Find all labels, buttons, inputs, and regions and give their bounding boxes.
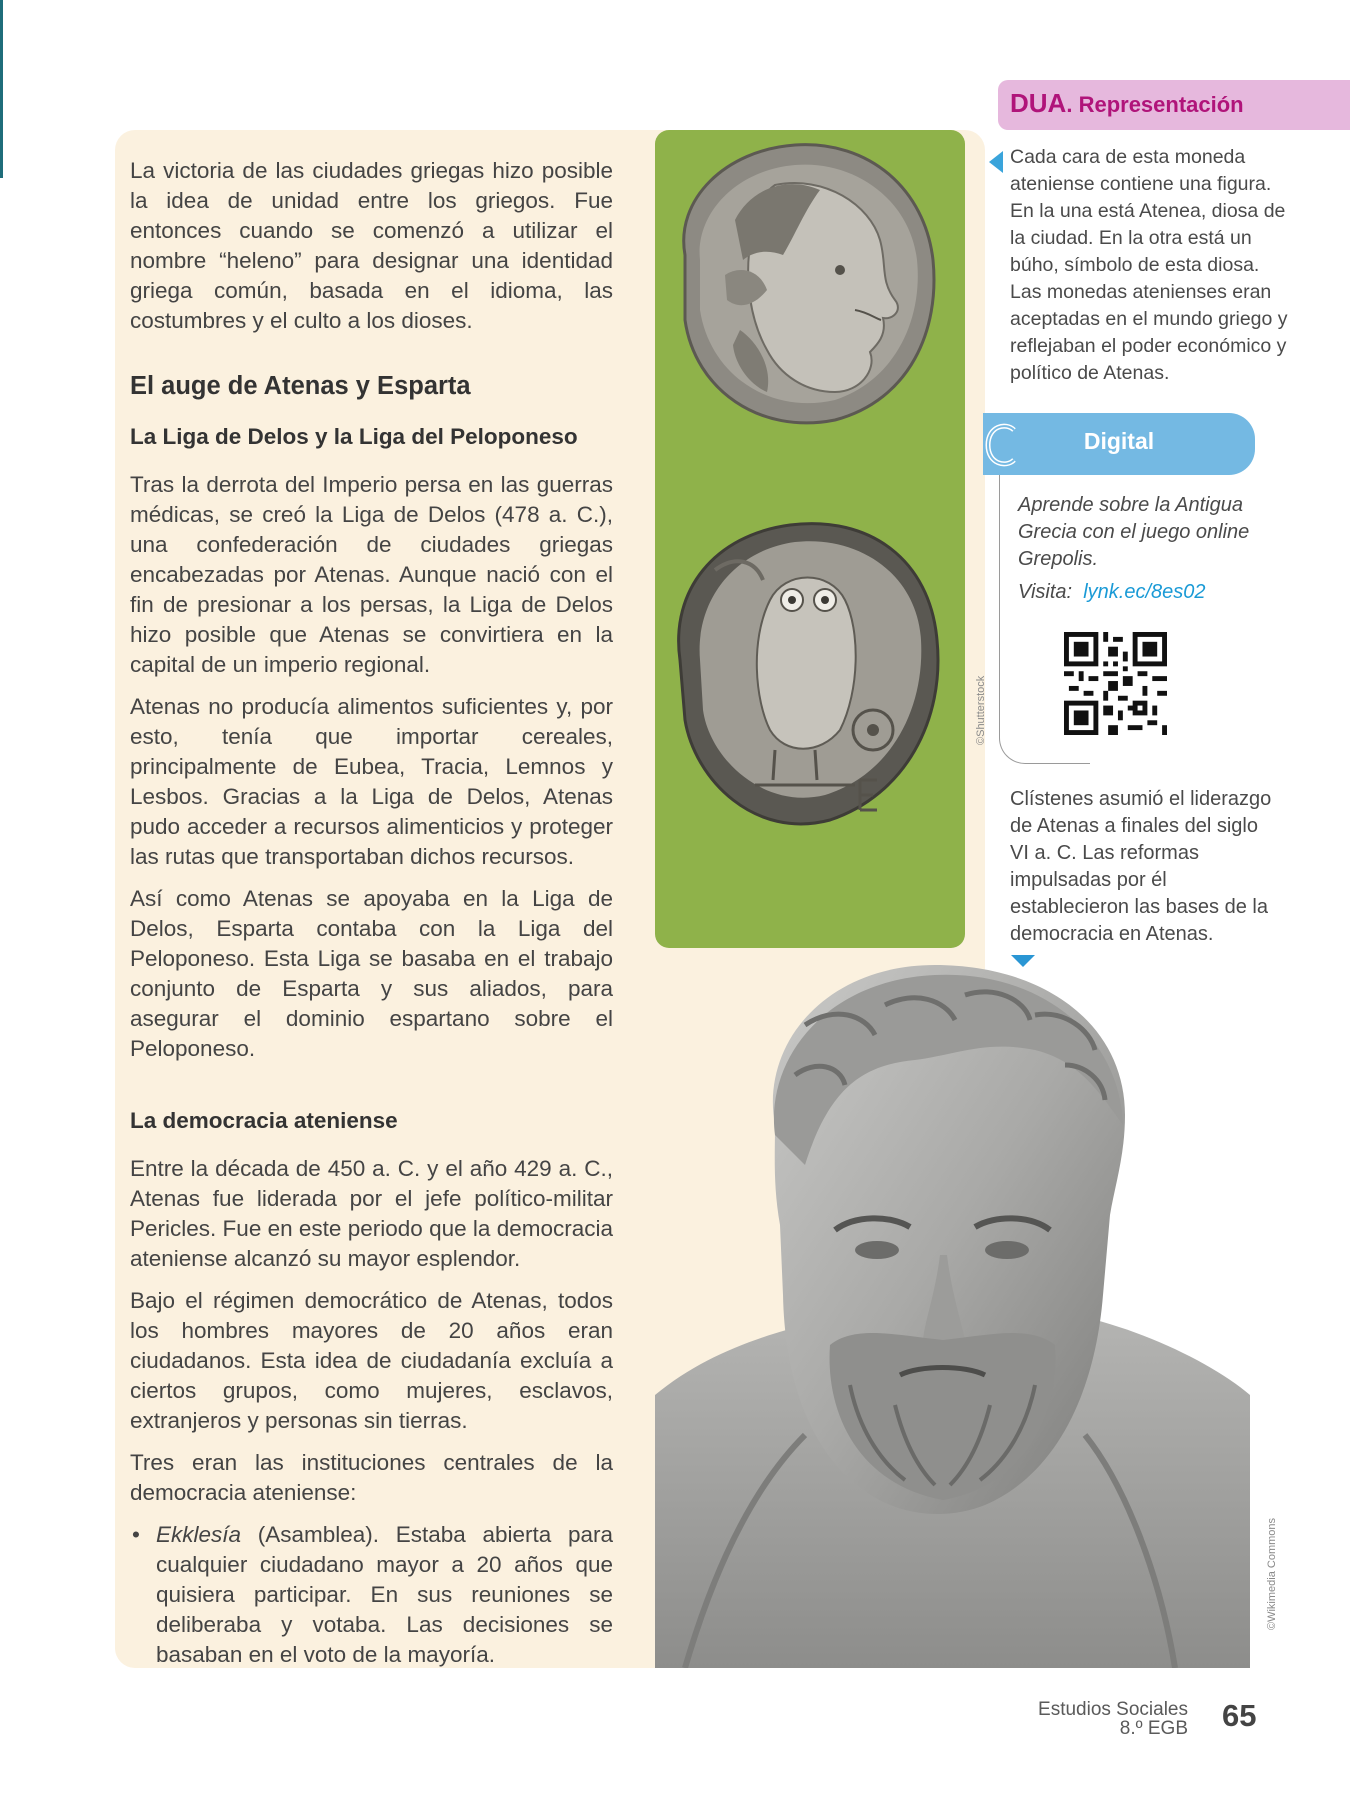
page-edge-line xyxy=(0,0,3,178)
digital-header xyxy=(983,413,1255,475)
paragraph-liga-delos: Tras la derrota del Imperio persa en las guerras médicas, se creó la Liga de Delos (478 a. C.), una confederación de ciudades griegas encabezadas por Atenas. Aunque nació con el fin de presionar a los persas, la Liga de Delos hizo posible que Atenas se convirtiera en la capital de un imperio regional. xyxy=(130,472,613,677)
dua-acronym: DUA xyxy=(1010,88,1067,118)
cleistenes-caption: Clístenes asumió el liderazgo de Atenas a finales del siglo VI a. C. Las reformas impulsadas por él establecieron las bases de la democracia en Atenas. xyxy=(1010,788,1272,945)
dua-pointer-icon xyxy=(989,151,1003,173)
owl-coin-icon xyxy=(679,524,938,824)
dua-label xyxy=(1010,88,1244,119)
paragraph-instituciones: Tres eran las instituciones centrales de la democracia ateniense: xyxy=(130,1450,613,1505)
dua-header xyxy=(998,80,1350,130)
footer-subject-name: Estudios Sociales xyxy=(1038,1699,1188,1720)
visit-label: Visita: xyxy=(1018,581,1073,603)
bust-photo-credit: ©Wikimedia Commons xyxy=(1266,1517,1278,1630)
main-text-column xyxy=(130,156,613,1682)
digital-body xyxy=(1018,492,1250,606)
dua-subtitle: . Representación xyxy=(1066,92,1244,117)
coins-illustration xyxy=(655,130,965,948)
bullet-text: (Asamblea). Estaba abierta para cualquier ciudadano mayor a 20 años que quisiera participar. En sus reuniones se deliberaba y votaba. Las decisiones se basaban en el voto de la mayoría. xyxy=(156,1522,613,1667)
paragraph-alimentos: Atenas no producía alimentos suficientes y, por esto, tenía que importar cereales, principalmente de Eubea, Tracia, Lemnos y Lesbos. Gracias a la Liga de Delos, Atenas pudo acceder a recursos alimenticios y proteger las rutas que transportaban dichos recursos. xyxy=(130,694,613,869)
coin-photo-credit: ©Shutterstock xyxy=(975,675,987,745)
dua-caption: Cada cara de esta moneda ateniense contiene una figura. En la una está Atenea, diosa de la ciudad. En la otra está un búho, símbolo de esta diosa. Las monedas atenienses eran aceptadas en el mundo griego y reflejaban el poder económico y político de Atenas. xyxy=(1010,146,1288,384)
subsection-title-ligas: La Liga de Delos y la Liga del Peloponeso xyxy=(130,424,578,449)
digital-text: Aprende sobre la Antigua Grecia con el juego online Grepolis. xyxy=(1018,494,1250,570)
digital-label: Digital xyxy=(1083,428,1155,454)
page-number: 65 xyxy=(1222,1698,1257,1733)
bullet-marker: • xyxy=(132,1522,140,1547)
digital-link[interactable]: lynk.ec/8es02 xyxy=(1083,581,1206,603)
coin-image-panel xyxy=(655,130,965,948)
paragraph-liga-peloponeso: Así como Atenas se apoyaba en la Liga de Delos, Esparta contaba con la Liga del Peloponeso. Esta Liga se basaba en el trabajo conjunto de Esparta y sus aliados, para asegurar el dominio espartano sobre el Peloponeso. xyxy=(130,886,613,1061)
paragraph-pericles: Entre la década de 450 a. C. y el año 429 a. C., Atenas fue liderada por el jefe político-militar Pericles. Fue en este periodo que la democracia ateniense alcanzó su mayor esplendor. xyxy=(130,1156,613,1271)
subsection-title-democracia: La democracia ateniense xyxy=(130,1108,398,1133)
bullet-ekklesia xyxy=(130,1520,613,1670)
footer-subject xyxy=(1038,1700,1188,1738)
athena-coin-icon xyxy=(684,145,934,423)
intro-paragraph: La victoria de las ciudades griegas hizo posible la idea de unidad entre los griegos. Fue entonces cuando se comenzó a utilizar el nombre “heleno” para designar una identidad griega común, basada en el idioma, las costumbres y el culto a los dioses. xyxy=(130,158,613,333)
digital-visit-line xyxy=(1018,579,1250,606)
digital-c-icon xyxy=(980,418,1022,472)
section-title: El auge de Atenas y Esparta xyxy=(130,372,471,400)
paragraph-ciudadania: Bajo el régimen democrático de Atenas, todos los hombres mayores de 20 años eran ciudadanos. Esta idea de ciudadanía excluía a ciertos grupos, como mujeres, esclavos, extranjeros y personas sin tierras. xyxy=(130,1288,613,1433)
pericles-bust-image xyxy=(655,965,1250,1668)
qr-code-icon[interactable] xyxy=(1064,632,1167,735)
footer-grade: 8.º EGB xyxy=(1119,1718,1188,1739)
bullet-term: Ekklesía xyxy=(156,1522,242,1547)
